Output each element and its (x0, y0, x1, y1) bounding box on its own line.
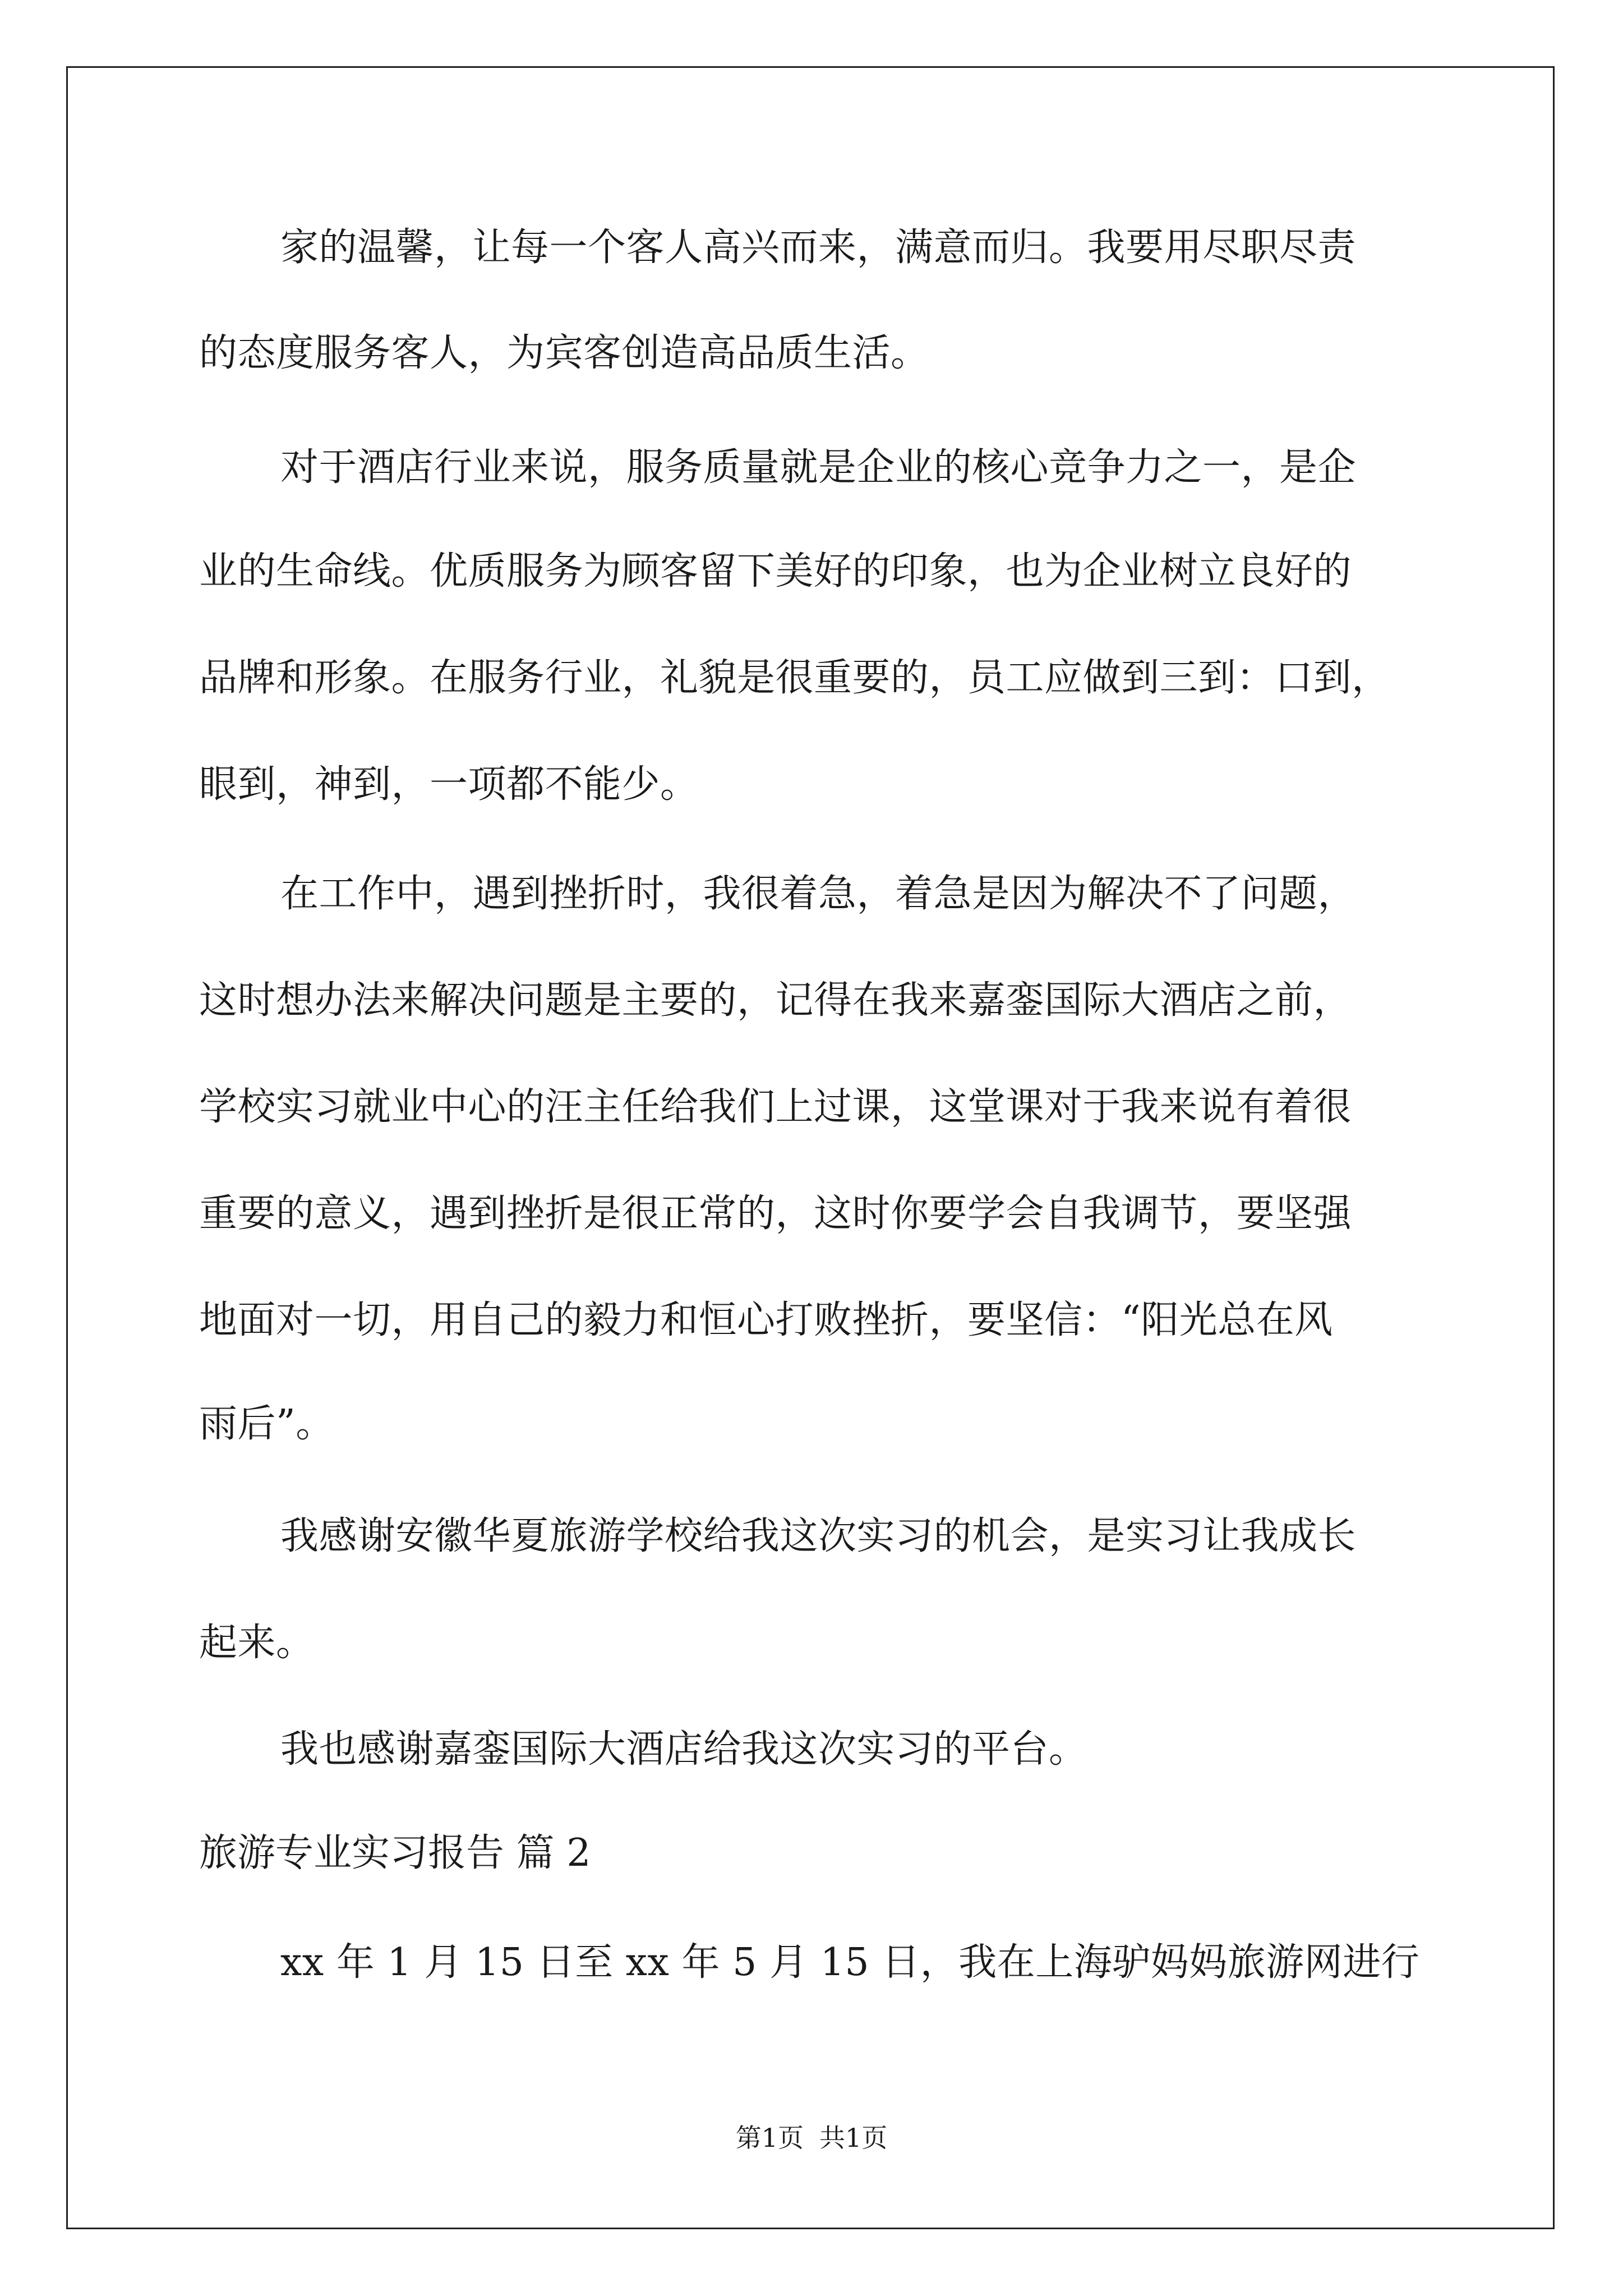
paragraph-line: 在工作中，遇到挫折时，我很着急，着急是因为解决不了问题， (280, 872, 1357, 916)
paragraph-line: 我感谢安徽华夏旅游学校给我这次实习的机会，是实习让我成长 (280, 1514, 1357, 1558)
paragraph-line: 雨后”。 (199, 1402, 334, 1446)
paragraph-line: xx 年 1 月 15 日至 xx 年 5 月 15 日，我在上海驴妈妈旅游网进行 (280, 1940, 1420, 1985)
paragraph-line: 学校实习就业中心的汪主任给我们上过课，这堂课对于我来说有着很 (199, 1085, 1352, 1129)
paragraph-line: 家的温馨，让每一个客人高兴而来，满意而归。我要用尽职尽责 (280, 226, 1357, 270)
page-footer (0, 2125, 1623, 2151)
paragraph-line: 我也感谢嘉銮国际大酒店给我这次实习的平台。 (280, 1727, 1087, 1772)
paragraph-line: 对于酒店行业来说，服务质量就是企业的核心竞争力之一，是企 (280, 445, 1357, 490)
paragraph-line: 品牌和形象。在服务行业，礼貌是很重要的，员工应做到三到：口到， (199, 656, 1390, 700)
paragraph-line: 起来。 (199, 1621, 315, 1665)
paragraph-line: 的态度服务客人，为宾客创造高品质生活。 (199, 331, 929, 375)
paragraph-line: 地面对一切，用自己的毅力和恒心打败挫折，要坚信：“阳光总在风 (199, 1298, 1333, 1342)
page-total: 共1页 (819, 2123, 888, 2153)
page-frame (66, 66, 1555, 2229)
page-number: 第1页 (735, 2123, 804, 2153)
paragraph-line: 重要的意义，遇到挫折是很正常的，这时你要学会自我调节，要坚强 (199, 1191, 1352, 1236)
paragraph-line: 业的生命线。优质服务为顾客留下美好的印象，也为企业树立良好的 (199, 549, 1352, 593)
section-heading: 旅游专业实习报告 篇 2 (199, 1831, 591, 1875)
paragraph-line: 眼到，神到，一项都不能少。 (199, 762, 699, 807)
paragraph-line: 这时想办法来解决问题是主要的，记得在我来嘉銮国际大酒店之前， (199, 978, 1352, 1023)
